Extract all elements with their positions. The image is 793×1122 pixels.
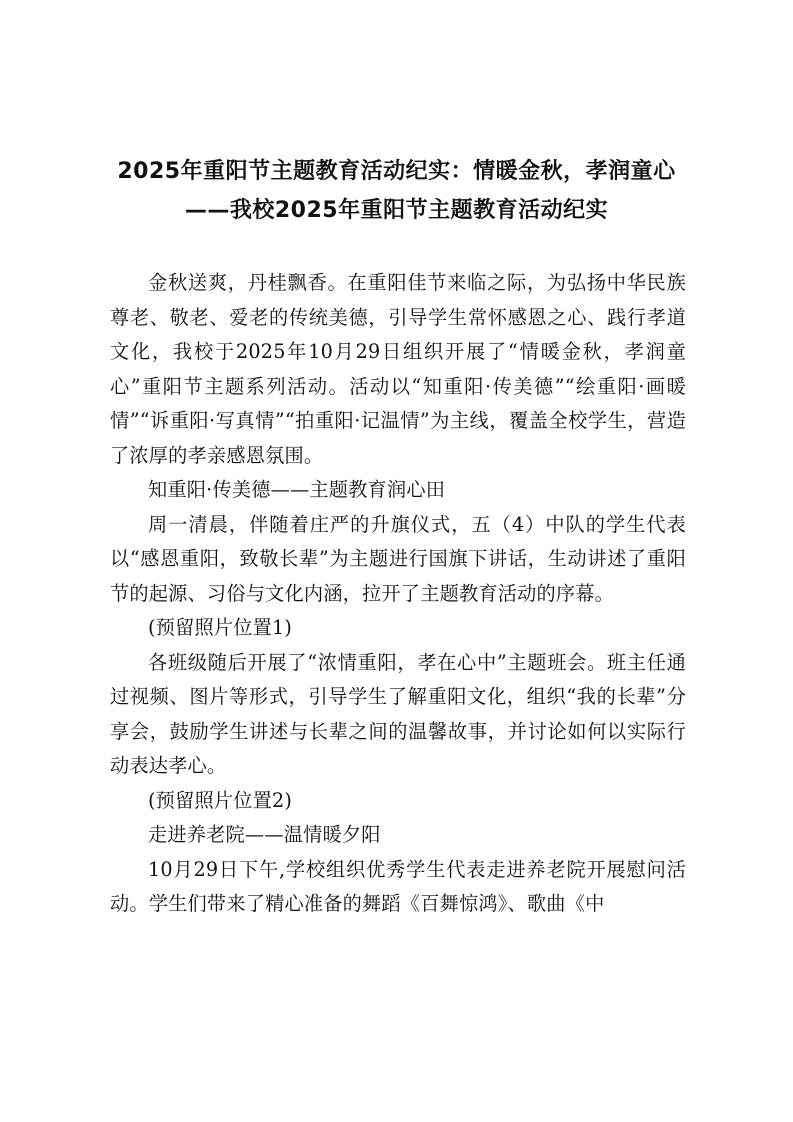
document-title: 2025年重阳节主题教育活动纪实：情暖金秋，孝润童心: [117, 159, 676, 184]
class-meeting-paragraph: 各班级随后开展了“浓情重阳，孝在心中”主题班会。班主任通过视频、图片等形式，引导学生了解重阳文化，组织“我的长辈”分享会，鼓励学生讲述与长辈之间的温馨故事，并讨论如何以实际行动表达孝心。: [110, 650, 686, 777]
photo-placeholder-2: (预留照片位置2): [148, 788, 293, 812]
document-subtitle: ——我校2025年重阳节主题教育活动纪实: [184, 198, 609, 223]
nursing-home-paragraph: 10月29日下午,学校组织优秀学生代表走进养老院开展慰问活动。学生们带来了精心准备的舞蹈《百舞惊鸿》、歌曲《中: [110, 857, 686, 915]
flag-ceremony-paragraph: 周一清晨，伴随着庄严的升旗仪式，五（4）中队的学生代表以“感恩重阳，致敬长辈”为主题进行国旗下讲话，生动讲述了重阳节的起源、习俗与文化内涵，拉开了主题教育活动的序幕。: [110, 512, 686, 605]
section-heading-nursing-home: 走进养老院——温情暖夕阳: [148, 823, 381, 846]
document-body: [110, 266, 686, 922]
section-heading-knowing-chongyang: 知重阳·传美德——主题教育润心田: [148, 478, 446, 501]
intro-paragraph: 金秋送爽，丹桂飘香。在重阳佳节来临之际，为弘扬中华民族尊老、敬老、爱老的传统美德，引导学生常怀感恩之心、践行孝道文化，我校于2025年10月29日组织开展了“情暖金秋，孝润童心”重阳节主题系列活动。活动以“知重阳·传美德”“绘重阳·画暖情”“诉重阳·写真情”“拍重阳·记温情”为主线，覆盖全校学生，营造了浓厚的孝亲感恩氛围。: [110, 271, 686, 467]
photo-placeholder-1: (预留照片位置1): [148, 616, 293, 639]
